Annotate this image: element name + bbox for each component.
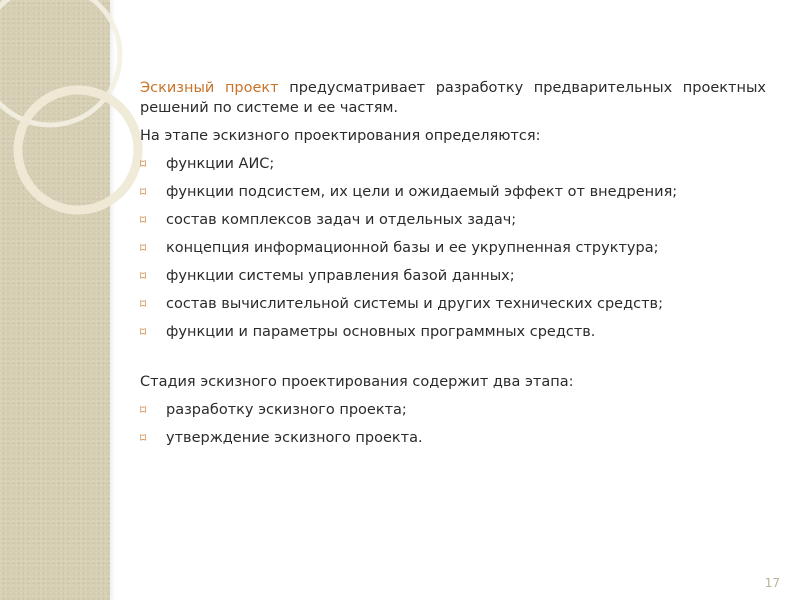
list-item xyxy=(140,428,766,448)
list-item-text: функции системы управления базой данных; xyxy=(166,268,515,284)
list-item-text: функции АИС; xyxy=(166,156,275,172)
spacer xyxy=(140,350,766,372)
list-item xyxy=(140,210,766,230)
list-item-text: состав вычислительной системы и других технических средств; xyxy=(166,296,663,312)
bullet-icon: ⌑ xyxy=(140,157,147,171)
slide-content xyxy=(140,78,766,456)
list-item-text: утверждение эскизного проекта. xyxy=(166,430,423,446)
intro-paragraph xyxy=(140,78,766,118)
list-item xyxy=(140,400,766,420)
intro-text: предусматривает разработку предварительных проектных решений по системе и ее частям. xyxy=(140,80,766,116)
list-item xyxy=(140,294,766,314)
list-item xyxy=(140,154,766,174)
phase-list xyxy=(140,400,766,448)
list-item xyxy=(140,182,766,202)
page-number: 17 xyxy=(764,576,780,590)
phase-intro: Стадия эскизного проектирования содержит два этапа: xyxy=(140,374,574,390)
stage-list xyxy=(140,154,766,342)
list-item-text: функции и параметры основных программных средств. xyxy=(166,324,596,340)
intro-highlight: Эскизный проект xyxy=(140,80,279,96)
list-item xyxy=(140,238,766,258)
list-item-text: функции подсистем, их цели и ожидаемый эффект от внедрения; xyxy=(166,184,678,200)
bullet-icon: ⌑ xyxy=(140,431,147,445)
bullet-icon: ⌑ xyxy=(140,297,147,311)
bullet-icon: ⌑ xyxy=(140,325,147,339)
bullet-icon: ⌑ xyxy=(140,241,147,255)
bullet-icon: ⌑ xyxy=(140,403,147,417)
list-item-text: концепция информационной базы и ее укрупненная структура; xyxy=(166,240,659,256)
list-item xyxy=(140,322,766,342)
list-item-text: разработку эскизного проекта; xyxy=(166,402,407,418)
bullet-icon: ⌑ xyxy=(140,213,147,227)
list-item-text: состав комплексов задач и отдельных задач; xyxy=(166,212,517,228)
bullet-icon: ⌑ xyxy=(140,269,147,283)
stage-intro: На этапе эскизного проектирования определяются: xyxy=(140,128,541,144)
list-item xyxy=(140,266,766,286)
bullet-icon: ⌑ xyxy=(140,185,147,199)
